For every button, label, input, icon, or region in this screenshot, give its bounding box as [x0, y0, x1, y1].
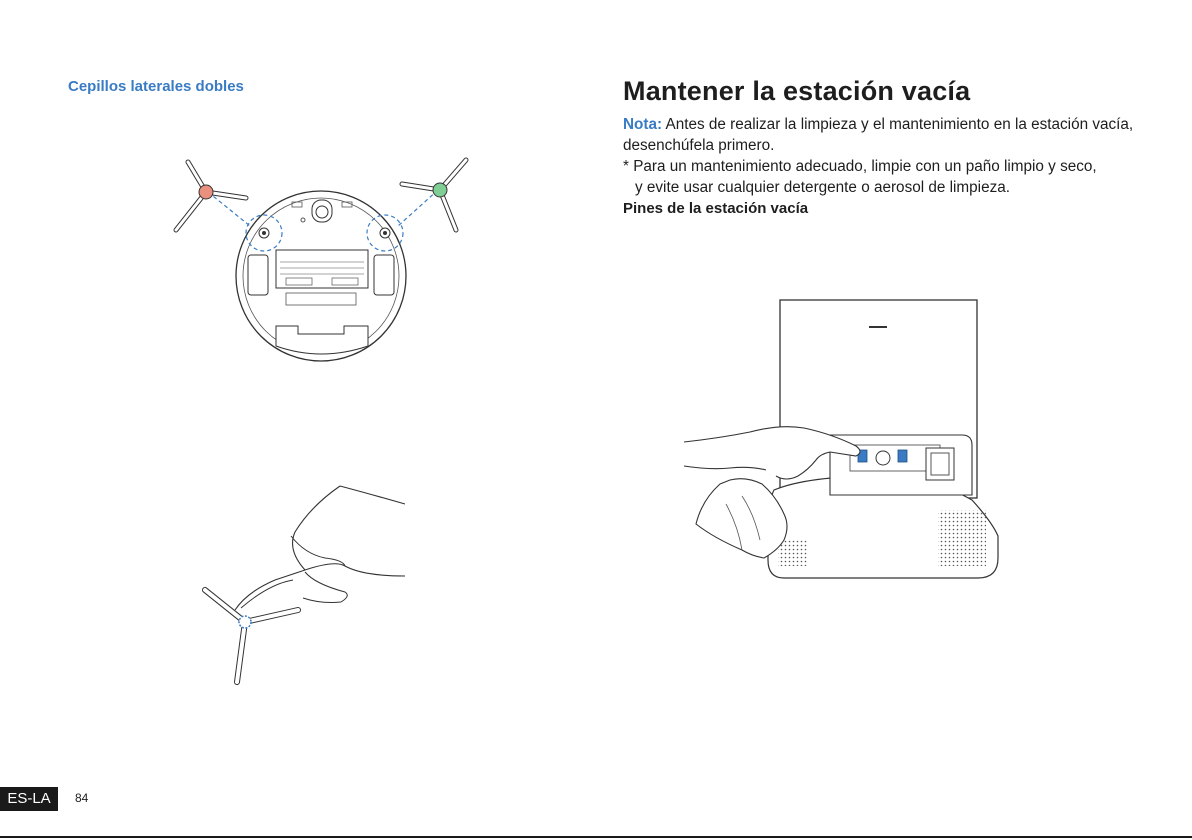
- bottom-rule: [0, 836, 1192, 838]
- maintenance-tip: [623, 156, 1163, 198]
- left-side-brush-red: [176, 162, 246, 230]
- page-title: Mantener la estación vacía: [623, 76, 971, 106]
- robot-underside-illustration: [180, 150, 480, 380]
- note-text: Antes de realizar la limpieza y el mantenimiento en la estación vacía, desenchúfela primero.: [623, 116, 1134, 154]
- language-tag: ES-LA: [0, 787, 58, 811]
- right-charging-pin: [898, 450, 907, 462]
- right-side-brush-green: [402, 160, 466, 230]
- page-number: 84: [75, 791, 89, 805]
- tip-line-1: * Para un mantenimiento adecuado, limpie con un paño limpio y seco,: [623, 158, 1097, 175]
- empty-station-illustration: [680, 300, 1000, 590]
- note-paragraph: [623, 114, 1143, 156]
- hand-installing-brush-illustration: [195, 480, 415, 690]
- note-label: Nota:: [623, 116, 663, 133]
- section-heading-side-brushes: Cepillos laterales dobles: [68, 78, 244, 95]
- section-heading-station-pins: Pines de la estación vacía: [623, 200, 809, 217]
- tip-line-2: y evite usar cualquier detergente o aerosol de limpieza.: [635, 179, 1010, 196]
